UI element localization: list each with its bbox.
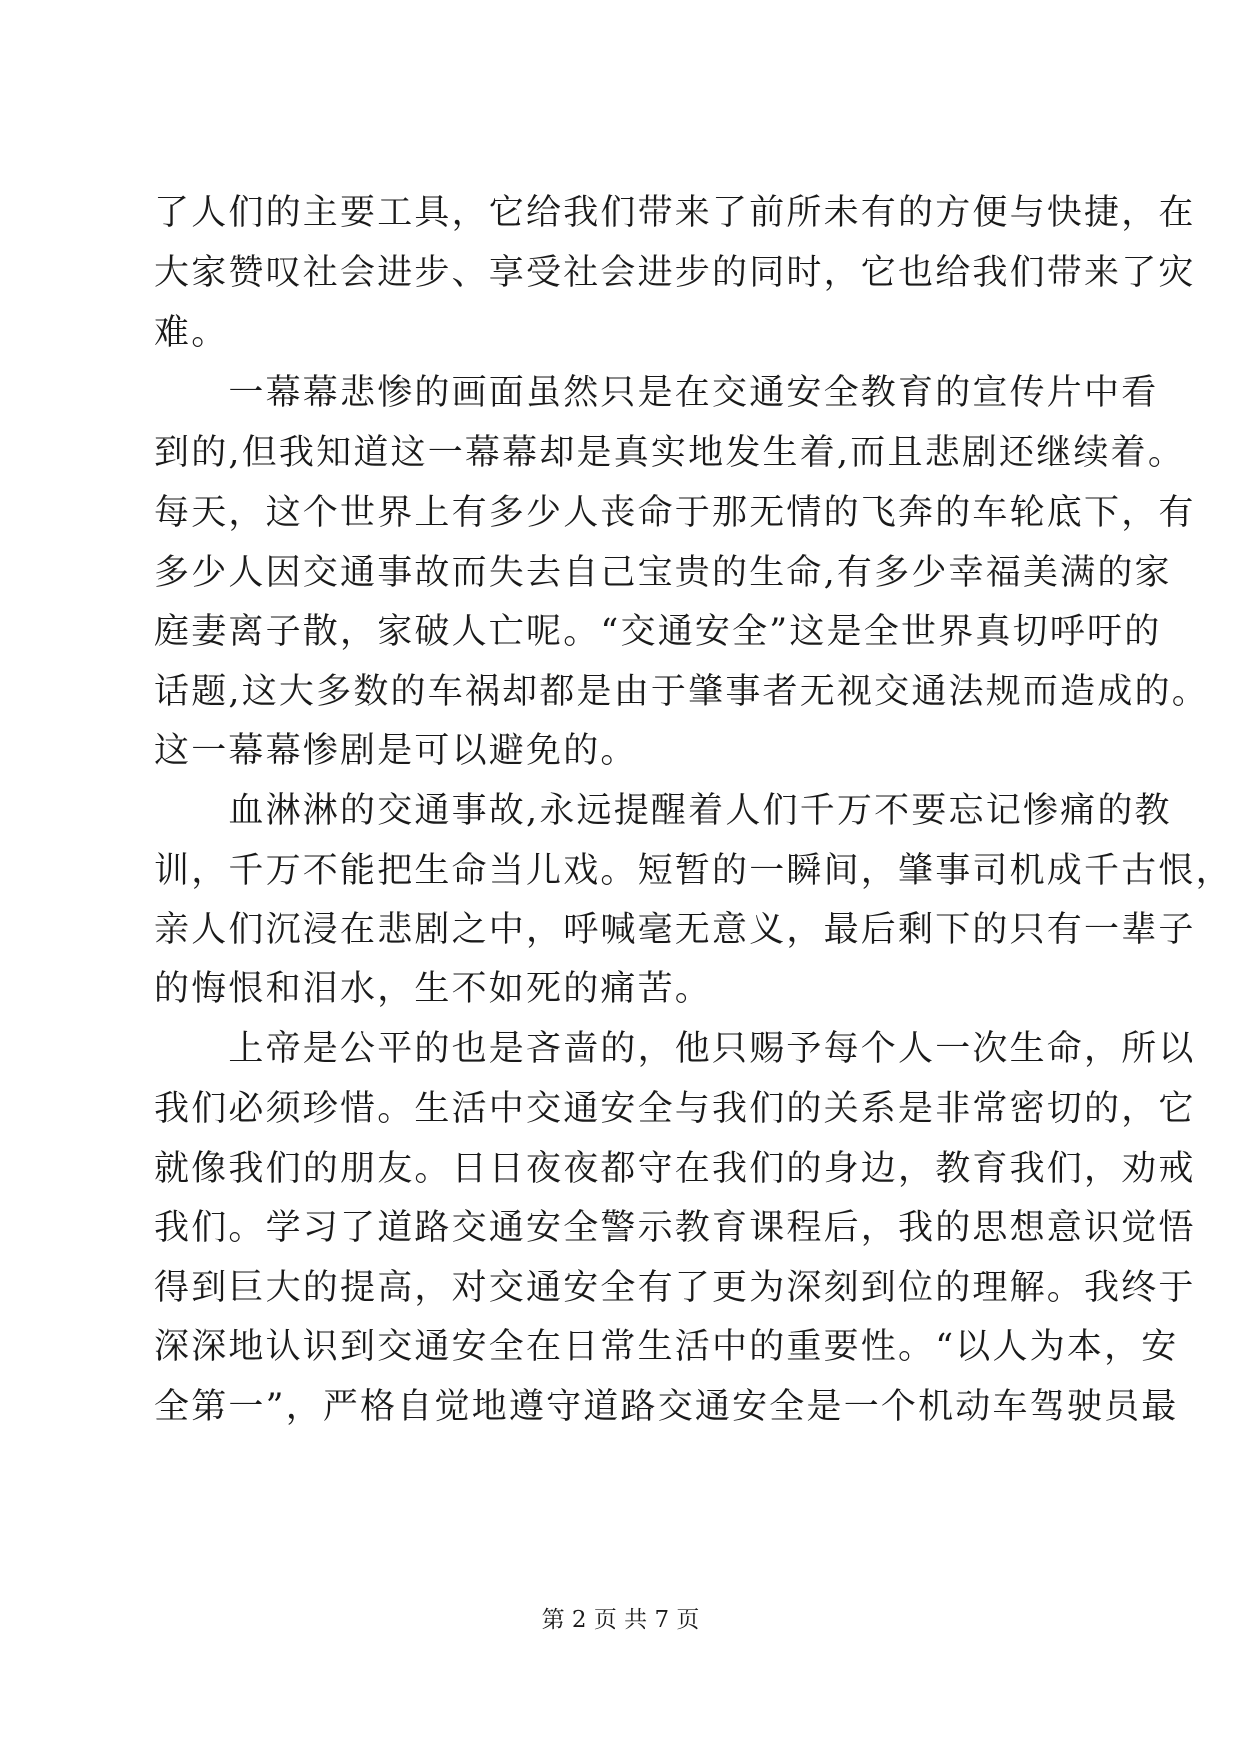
text-line: 血淋淋的交通事故,永远提醒着人们千万不要忘记惨痛的教 [154,791,1172,831]
text-line: 得到巨大的提高，对交通安全有了更为深刻到位的理解。我终于 [154,1268,1196,1308]
text-line: 每天，这个世界上有多少人丧命于那无情的飞奔的车轮底下，有 [154,493,1196,533]
text-line: 到的,但我知道这一幕幕却是真实地发生着,而且悲剧还继续着。 [154,433,1186,473]
text-line: 话题,这大多数的车祸却都是由于肇事者无视交通法规而造成的。 [154,672,1209,712]
text-line: 这一幕幕惨剧是可以避免的。 [154,731,638,771]
text-line: 上帝是公平的也是吝啬的，他只赐予每个人一次生命，所以 [154,1029,1196,1069]
text-line: 多少人因交通事故而失去自己宝贵的生命,有多少幸福美满的家 [154,553,1172,593]
text-line: 庭妻离子散，家破人亡呢。“交通安全”这是全世界真切呼吁的 [154,612,1162,652]
text-line: 难。 [154,313,229,353]
page-number-footer: 第 2 页 共 7 页 [541,1607,700,1633]
text-line: 亲人们沉浸在悲剧之中，呼喊毫无意义，最后剩下的只有一辈子 [154,910,1196,950]
text-line: 我们。学习了道路交通安全警示教育课程后，我的思想意识觉悟 [154,1208,1196,1248]
text-line: 大家赞叹社会进步、享受社会进步的同时，它也给我们带来了灾 [154,253,1196,293]
text-line: 一幕幕悲惨的画面虽然只是在交通安全教育的宣传片中看 [154,373,1159,413]
text-line: 就像我们的朋友。日日夜夜都守在我们的身边，教育我们，劝戒 [154,1149,1196,1189]
text-line: 训，千万不能把生命当儿戏。短暂的一瞬间，肇事司机成千古恨， [154,851,1233,891]
text-line: 全第一”，严格自觉地遵守道路交通安全是一个机动车驾驶员最 [154,1387,1179,1427]
text-line: 的悔恨和泪水，生不如死的痛苦。 [154,969,713,1009]
text-line: 深深地认识到交通安全在日常生活中的重要性。“以人为本，安 [154,1327,1179,1367]
text-line: 了人们的主要工具，它给我们带来了前所未有的方便与快捷，在 [154,193,1196,233]
text-line: 我们必须珍惜。生活中交通安全与我们的关系是非常密切的，它 [154,1089,1196,1129]
